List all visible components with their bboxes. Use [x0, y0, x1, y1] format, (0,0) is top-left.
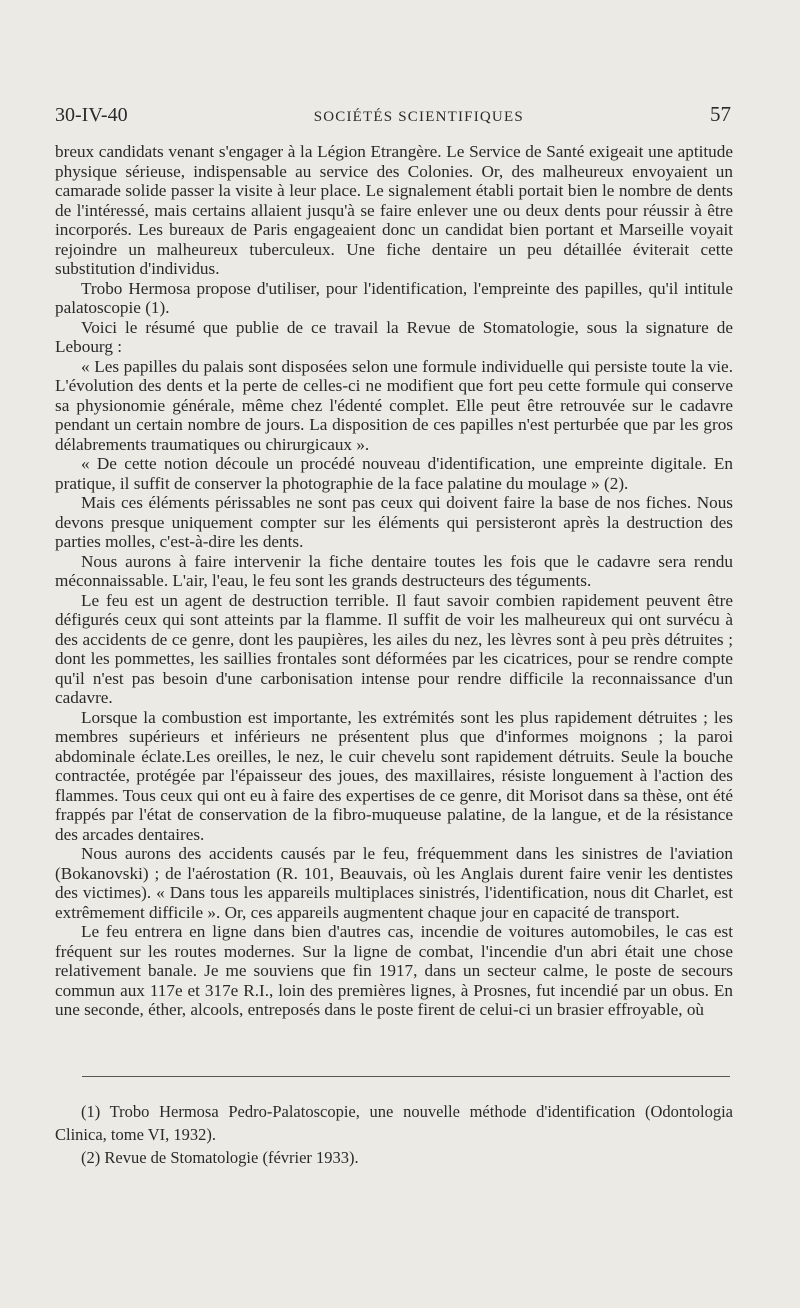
footnotes: [55, 1100, 733, 1169]
footnote: (1) Trobo Hermosa Pedro-Palatoscopie, une nouvelle méthode d'identification (Odontologia Clinica, tome VI, 1932).: [55, 1102, 733, 1144]
page-number: 57: [709, 102, 731, 126]
paragraph: Nous aurons à faire intervenir la fiche dentaire toutes les fois que le cadavre sera rendu méconnaissable. L'air, l'eau, le feu sont les grands destructeurs des téguments.: [55, 551, 733, 590]
running-header: [55, 102, 731, 132]
body-text: [55, 142, 733, 1020]
paragraph: breux candidats venant s'engager à la Légion Etrangère. Le Service de Santé exigeait une aptitude physique sérieuse, indispensable au service des Colonies. Or, des malheureux envoyaient un camarade solide passer la visite à leur place. Le signalement établi portait bien le nombre de dents de l'intéressé, mais certains allaient jusqu'à se faire enlever une ou deux dents pour réussir à être incorporés. Les bureaux de Paris engageaient donc un candidat bien portant et Marseille voyait rejoindre un malheureux tuberculeux. Une fiche dentaire un peu détaillée éviterait cette substitution d'individus.: [55, 142, 733, 278]
paragraph: Voici le résumé que publie de ce travail la Revue de Stomatologie, sous la signature de Lebourg :: [55, 317, 733, 356]
paragraph: Lorsque la combustion est importante, les extrémités sont les plus rapidement détruites ; les membres supérieurs et inférieurs ne présentent plus que d'informes moignons ; la paroi abdominale éclate.Les oreilles, le nez, le cuir chevelu sont rapidement détruits. Seule la bouche contractée, protégée par l'épaisseur des joues, des maxillaires, résiste longuement à l'action des flammes. Tous ceux qui ont eu à faire des expertises de ce genre, dit Morisot dans sa thèse, ont été frappés par l'état de conservation de la fibro-muqueuse palatine, de la langue, et de la résistance des arcades dentaires.: [55, 707, 733, 844]
paragraph: Le feu est un agent de destruction terrible. Il faut savoir combien rapidement peuvent être défigurés ceux qui sont atteints par la flamme. Il suffit de voir les malheureux qui ont survécu à des accidents de ce genre, dont les paupières, les ailes du nez, les lèvres sont à peu près détruites ; dont les pommettes, les saillies frontales sont déformées par les cicatrices, pour se rendre compte qu'il n'est pas besoin d'une carbonisation intense pour rendre difficile la reconnaissance d'un cadavre.: [55, 590, 733, 707]
footnote: (2) Revue de Stomatologie (février 1933).: [81, 1148, 359, 1167]
paragraph: « Les papilles du palais sont disposées selon une formule individuelle qui persiste toute la vie. L'évolution des dents et la perte de celles-ci ne modifient que fort peu cette formule qui conserve sa physionomie générale, même chez l'édenté complet. Elle peut être retrouvée sur le cadavre pendant un certain nombre de jours. La disposition de ces papilles n'est perturbée que par les gros délabrements traumatiques ou chirurgicaux ».: [55, 356, 733, 454]
running-title: SOCIÉTÉS SCIENTIFIQUES: [313, 109, 524, 125]
paragraph: « De cette notion découle un procédé nouveau d'identification, une empreinte digitale. En pratique, il suffit de conserver la photographie de la face palatine du moulage » (2).: [55, 454, 733, 493]
header-date: 30-IV-40: [55, 104, 128, 126]
paragraph: Mais ces éléments périssables ne sont pas ceux qui doivent faire la base de nos fiches. Nous devons presque uniquement compter sur les éléments qui persisteront après la destruction des parties molles, c'est-à-dire les dents.: [55, 493, 733, 551]
footnote-divider: [82, 1076, 730, 1077]
paragraph: Nous aurons des accidents causés par le feu, fréquemment dans les sinistres de l'aviation (Bokanovski) ; de l'aérostation (R. 101, Beauvais, où les Anglais durent faire venir les dentistes des victimes). « Dans tous les appareils multiplaces sinistrés, l'identification, nous dit Charlet, est extrêmement difficile ». Or, ces appareils augmentent chaque jour en capacité de transport.: [55, 844, 733, 922]
paragraph: Le feu entrera en ligne dans bien d'autres cas, incendie de voitures automobiles, le cas est fréquent sur les routes modernes. Sur la ligne de combat, l'incendie d'un abri était une chose relativement banale. Je me souviens que fin 1917, dans un secteur calme, le poste de secours commun aux 117e et 317e R.I., loin des premières lignes, à Prosnes, fut incendié par un obus. En une seconde, éther, alcools, entreposés dans le poste firent de celui-ci un brasier effroyable, où: [55, 922, 733, 1019]
paragraph: Trobo Hermosa propose d'utiliser, pour l'identification, l'empreinte des papilles, qu'il intitule palatoscopie (1).: [55, 278, 733, 317]
